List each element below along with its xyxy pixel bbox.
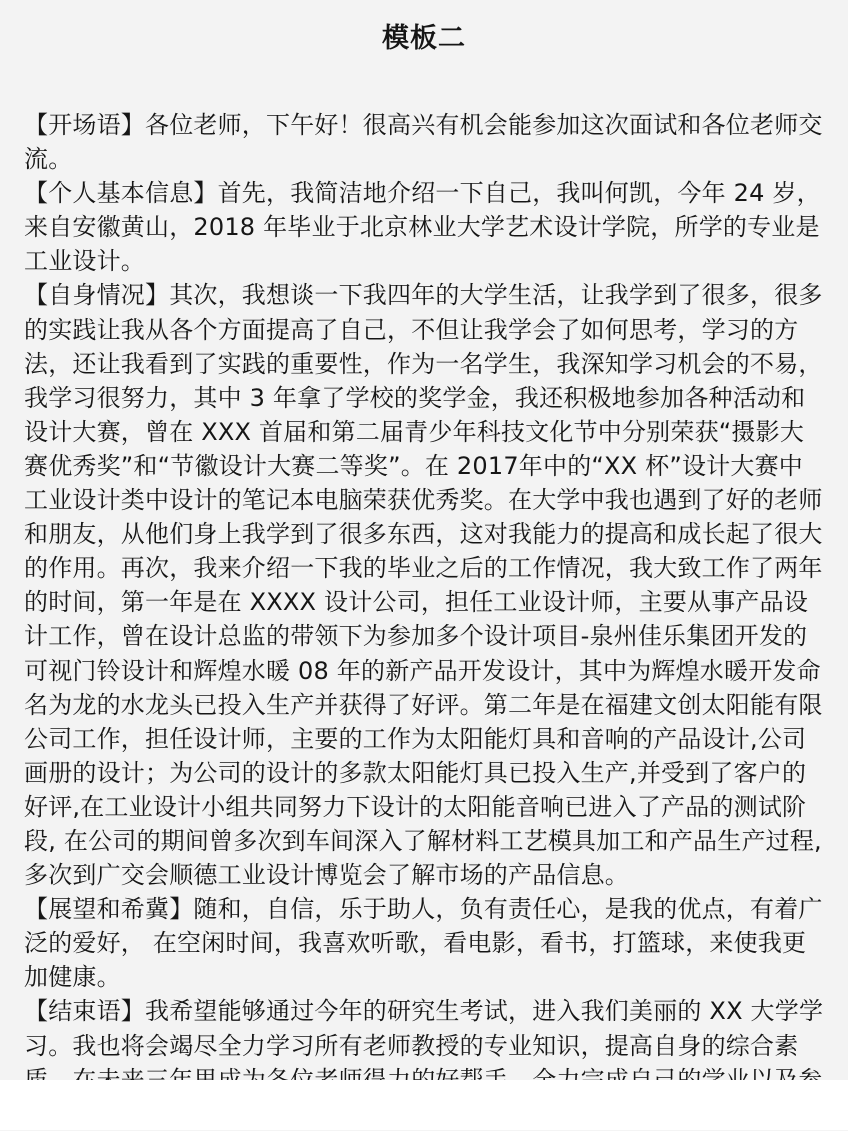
paragraph-closing: 【结束语】我希望能够通过今年的研究生考试，进入我们美丽的 XX 大学学习。我也将会竭尽全力学习所有老师教授的专业知识，提高自身的综合素 (24, 997, 824, 1060)
paragraph-self-situation: 【自身情况】其次，我想谈一下我四年的大学生活，让我学到了很多，很多的实践让我从各个方面提高了自己，不但让我学会了如何思考，学习的方法，还让我看到了实践的重要性，作为一名学生，我深知学习机会的不易，我学习很努力，其中 3 年拿了学校的奖学金，我还积极地参加各种活动和设计大赛，曾在 XXX 首届和第二届青少年科技文化节中分别荣获“摄影大赛优秀奖”和“节徽设计大赛二等奖”。在 2017年中的“XX 杯”设计大赛中工业设计类中设计的笔记本电脑荣获优秀奖。在大学中我也遇到了好的老师和朋友，从他们身上我学到了很多东西，这对我能力的提高和成长起了很大的作用。再次，我来介绍一下我的毕业之后的工作情况，我大致工作了两年的时间，第一年是在 XXXX 设计公司，担任工业设计师，主要从事产品设计工作，曾在设计总监的带领下为参加多个设计项目-泉州佳乐集团开发的可视门铃设计和辉煌水暖 08 年的新产品开发设计，其中为辉煌水暖开发命名为龙的水龙头已投入生产并获得了好评。第二年是在福建文创太阳能有限公司工作，担任设计师，主要的工作为太阳能灯具和音响的产品设计,公司画册的设计；为公司的设计的多款太阳能灯具已投入生产,并受到了客户的好评,在工业设计小组共同努力下设计的太阳能音响已进入了产品的测试阶段, 在公司的期间曾多次到车间深入了解材料工艺模具加工和产品生产过程, 多次到广交会顺德工业设计博览会了解市场的产品信息。 (24, 281, 823, 890)
paragraph-opening: 【开场语】各位老师，下午好！很高兴有机会能参加这次面试和各位老师交流。 (24, 111, 823, 174)
document-title: 模板二 (382, 23, 466, 54)
page-bottom-band (0, 1080, 848, 1130)
paragraph-outlook: 【展望和希冀】随和，自信，乐于助人，负有责任心，是我的优点，有着广泛的爱好， 在空闲时间，我喜欢听歌，看电影，看书，打篮球，来使我更加健康。 (24, 895, 823, 992)
paragraph-personal-info: 【个人基本信息】首先，我简洁地介绍一下自己，我叫何凯，今年 24 岁，来自安徽黄山，2018 年毕业于北京林业大学艺术设计学院，所学的专业是工业设计。 (24, 179, 821, 276)
